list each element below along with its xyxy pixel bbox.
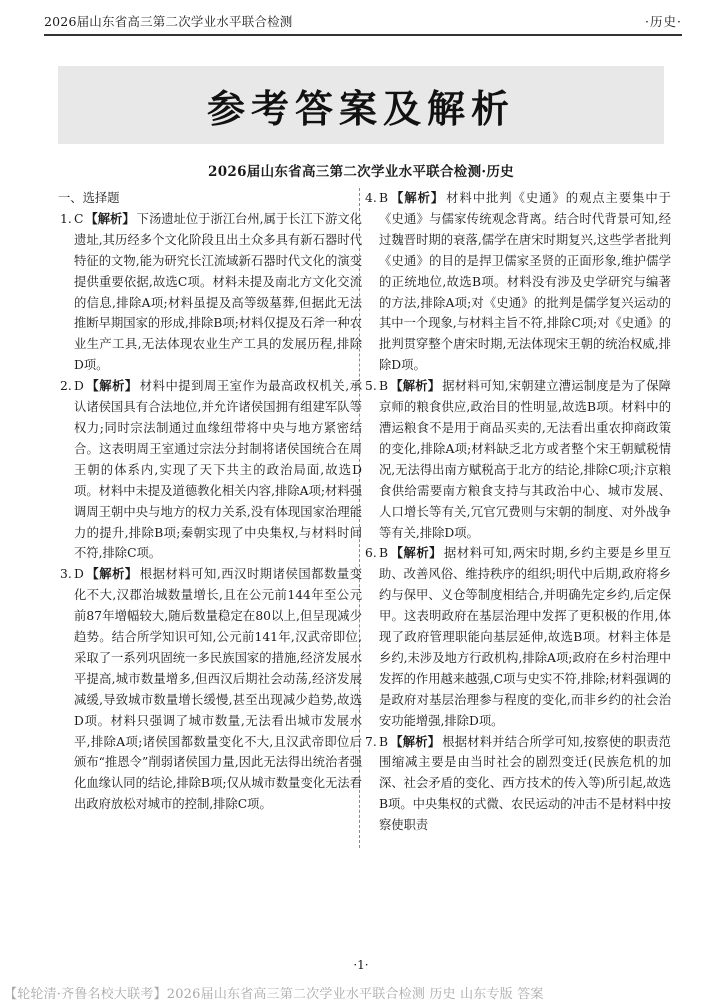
answer-item-7 (365, 732, 671, 837)
analysis-tag: 【解析】 (390, 545, 443, 561)
item-explanation: 据材料可知,两宋时期,乡约主要是乡里互助、改善风俗、维持秩序的组织;明代中后期,政府将乡约与保甲、义仓等制度相结合,并明确先定乡约,后定保甲。这表明政府在基层治理中发挥了更积极的作用,体现了政府管理职能向基层延伸,故选B项。材料主体是乡约,未涉及地方行政机构,排除A项;政府在乡村治理中发挥的作用越来越强,C项与史实不符,排除;材料强调的是政府对基层治理参与程度的变化,而非乡约的社会治安功能增强,排除D项。 (379, 546, 671, 728)
analysis-tag: 【解析】 (85, 210, 135, 226)
item-answer: B (379, 379, 389, 394)
page-title: 参考答案及解析 (206, 86, 515, 131)
item-number: 4. (365, 191, 377, 205)
page-number: ·1· (353, 958, 369, 972)
item-answer: D (74, 379, 84, 394)
item-answer: B (379, 734, 389, 749)
item-answer: C (74, 211, 84, 226)
item-answer: B (379, 546, 389, 561)
item-explanation: 材料中批判《史通》的观点主要集中于《史通》与儒家传统观念背离。结合时代背景可知,经过魏晋时期的衰落,儒学在唐宋时期复兴,这些学者批判《史通》的目的是捍卫儒家圣贤的正面形象,维护儒学的正统地位,故选B项。材料没有涉及史学研究与编著的方法,排除A项;对《史通》的批判是儒学复兴运动的其中一个现象,与材料主旨不符,排除C项;对《史通》的批判贯穿整个唐宋时期,无法体现宋王朝的统治权威,排除D项。 (379, 191, 671, 373)
item-explanation: 根据材料可知,西汉时期诸侯国都数量变化不大,汉郡治城数量增长,且在公元前144年至公元前87年增幅较大,随后数量稳定在80以上,但呈现减少趋势。结合所学知识可知,公元前141年,汉武帝即位,采取了一系列巩固统一多民族国家的措施,经济发展水平提高,城市数量增多,但西汉后期社会动荡,经济发展减缓,导致城市数量增长缓慢,甚至出现减少趋势,故选D项。材料只强调了城市数量,无法看出城市发展水平,排除A项;诸侯国都数量变化不大,且汉武帝即位后颁布“推恩令”削弱诸侯国力量,因此无法得出统治者强化血缘认同的结论,排除B项;仅从城市数量变化无法看出政府放松对城市的控制,排除C项。 (74, 567, 362, 812)
item-explanation: 根据材料并结合所学可知,按察使的职责范围缩减主要是由当时社会的剧烈变迁(民族危机的加深、社会矛盾的变化、西方技术的传入等)所引起,故选B项。中央集权的式微、农民运动的冲击不是材料中按察使职责 (379, 734, 671, 833)
answer-item-2 (60, 376, 362, 564)
answer-item-6 (365, 543, 671, 731)
analysis-tag: 【解析】 (85, 378, 138, 394)
header-subject: ·历史· (645, 14, 682, 29)
left-column (60, 188, 362, 815)
answer-item-5 (365, 376, 671, 543)
document-subtitle: 2026届山东省高三第二次学业水平联合检测·历史 (208, 164, 514, 180)
item-number: 3. (60, 567, 72, 582)
analysis-tag: 【解析】 (390, 733, 441, 749)
answer-item-1 (60, 209, 362, 376)
right-column (365, 188, 671, 836)
item-explanation: 下汤遗址位于浙江台州,属于长江下游文化遗址,其历经多个文化阶段且出土众多具有新石器时代特征的文物,能为研究长江流域新石器时代文化的演变提供重要依据,故选C项。材料未提及南北方文化交流的信息,排除A项;材料虽提及高等级墓葬,但据此无法推断早期国家的形成,排除B项;材料仅提及石斧一种农业生产工具,无法体现农业生产工具的发展历程,排除D项。 (74, 211, 362, 373)
item-number: 6. (365, 546, 377, 561)
item-answer: B (379, 191, 389, 205)
item-number: 5. (365, 379, 377, 394)
header-exam-title: 2026届山东省高三第二次学业水平联合检测 (44, 14, 293, 29)
running-header (44, 10, 682, 36)
item-answer: D (74, 567, 84, 582)
analysis-tag: 【解析】 (85, 566, 138, 582)
section-heading: 一、选择题 (58, 191, 120, 205)
analysis-tag: 【解析】 (390, 378, 441, 394)
item-explanation: 材料中提到周王室作为最高政权机关,承认诸侯国具有合法地位,并允许诸侯国拥有组建军队等权力;同时宗法制通过血缘纽带将中央与地方紧密结合。这表明周王室通过宗法分封制将诸侯国统合在周王朝的体系内,实现了天下共主的政治局面,故选D项。材料中未提及道德教化相关内容,排除A项;材料强调周王朝中央与地方的权力关系,没有体现国家治理能力的提升,排除B项;秦朝实现了中央集权,与材料时间不符,排除C项。 (74, 379, 362, 561)
item-explanation: 据材料可知,宋朝建立漕运制度是为了保障京师的粮食供应,政治目的性明显,故选B项。材料中的漕运粮食不是用于商品买卖的,无法看出重农抑商政策的变化,排除A项;材料缺乏北方或者整个宋王朝赋税情况,无法得出南方赋税高于北方的结论,排除C项;汴京粮食供给需要南方粮食支持与其政治中心、城市发展、人口增长等有关,冗官冗费则与宋朝的制度、对外战争等有关,排除D项。 (379, 379, 671, 540)
analysis-tag: 【解析】 (390, 190, 445, 205)
footer-watermark: 【轮轮清·齐鲁名校大联考】2026届山东省高三第二次学业水平联合检测 历史 山东专版 答案 (4, 987, 544, 1002)
item-number: 7. (365, 734, 377, 749)
title-banner (58, 66, 664, 144)
item-number: 1. (60, 211, 72, 226)
answer-item-3 (60, 564, 362, 815)
answer-item-4 (365, 188, 671, 376)
item-number: 2. (60, 379, 72, 394)
